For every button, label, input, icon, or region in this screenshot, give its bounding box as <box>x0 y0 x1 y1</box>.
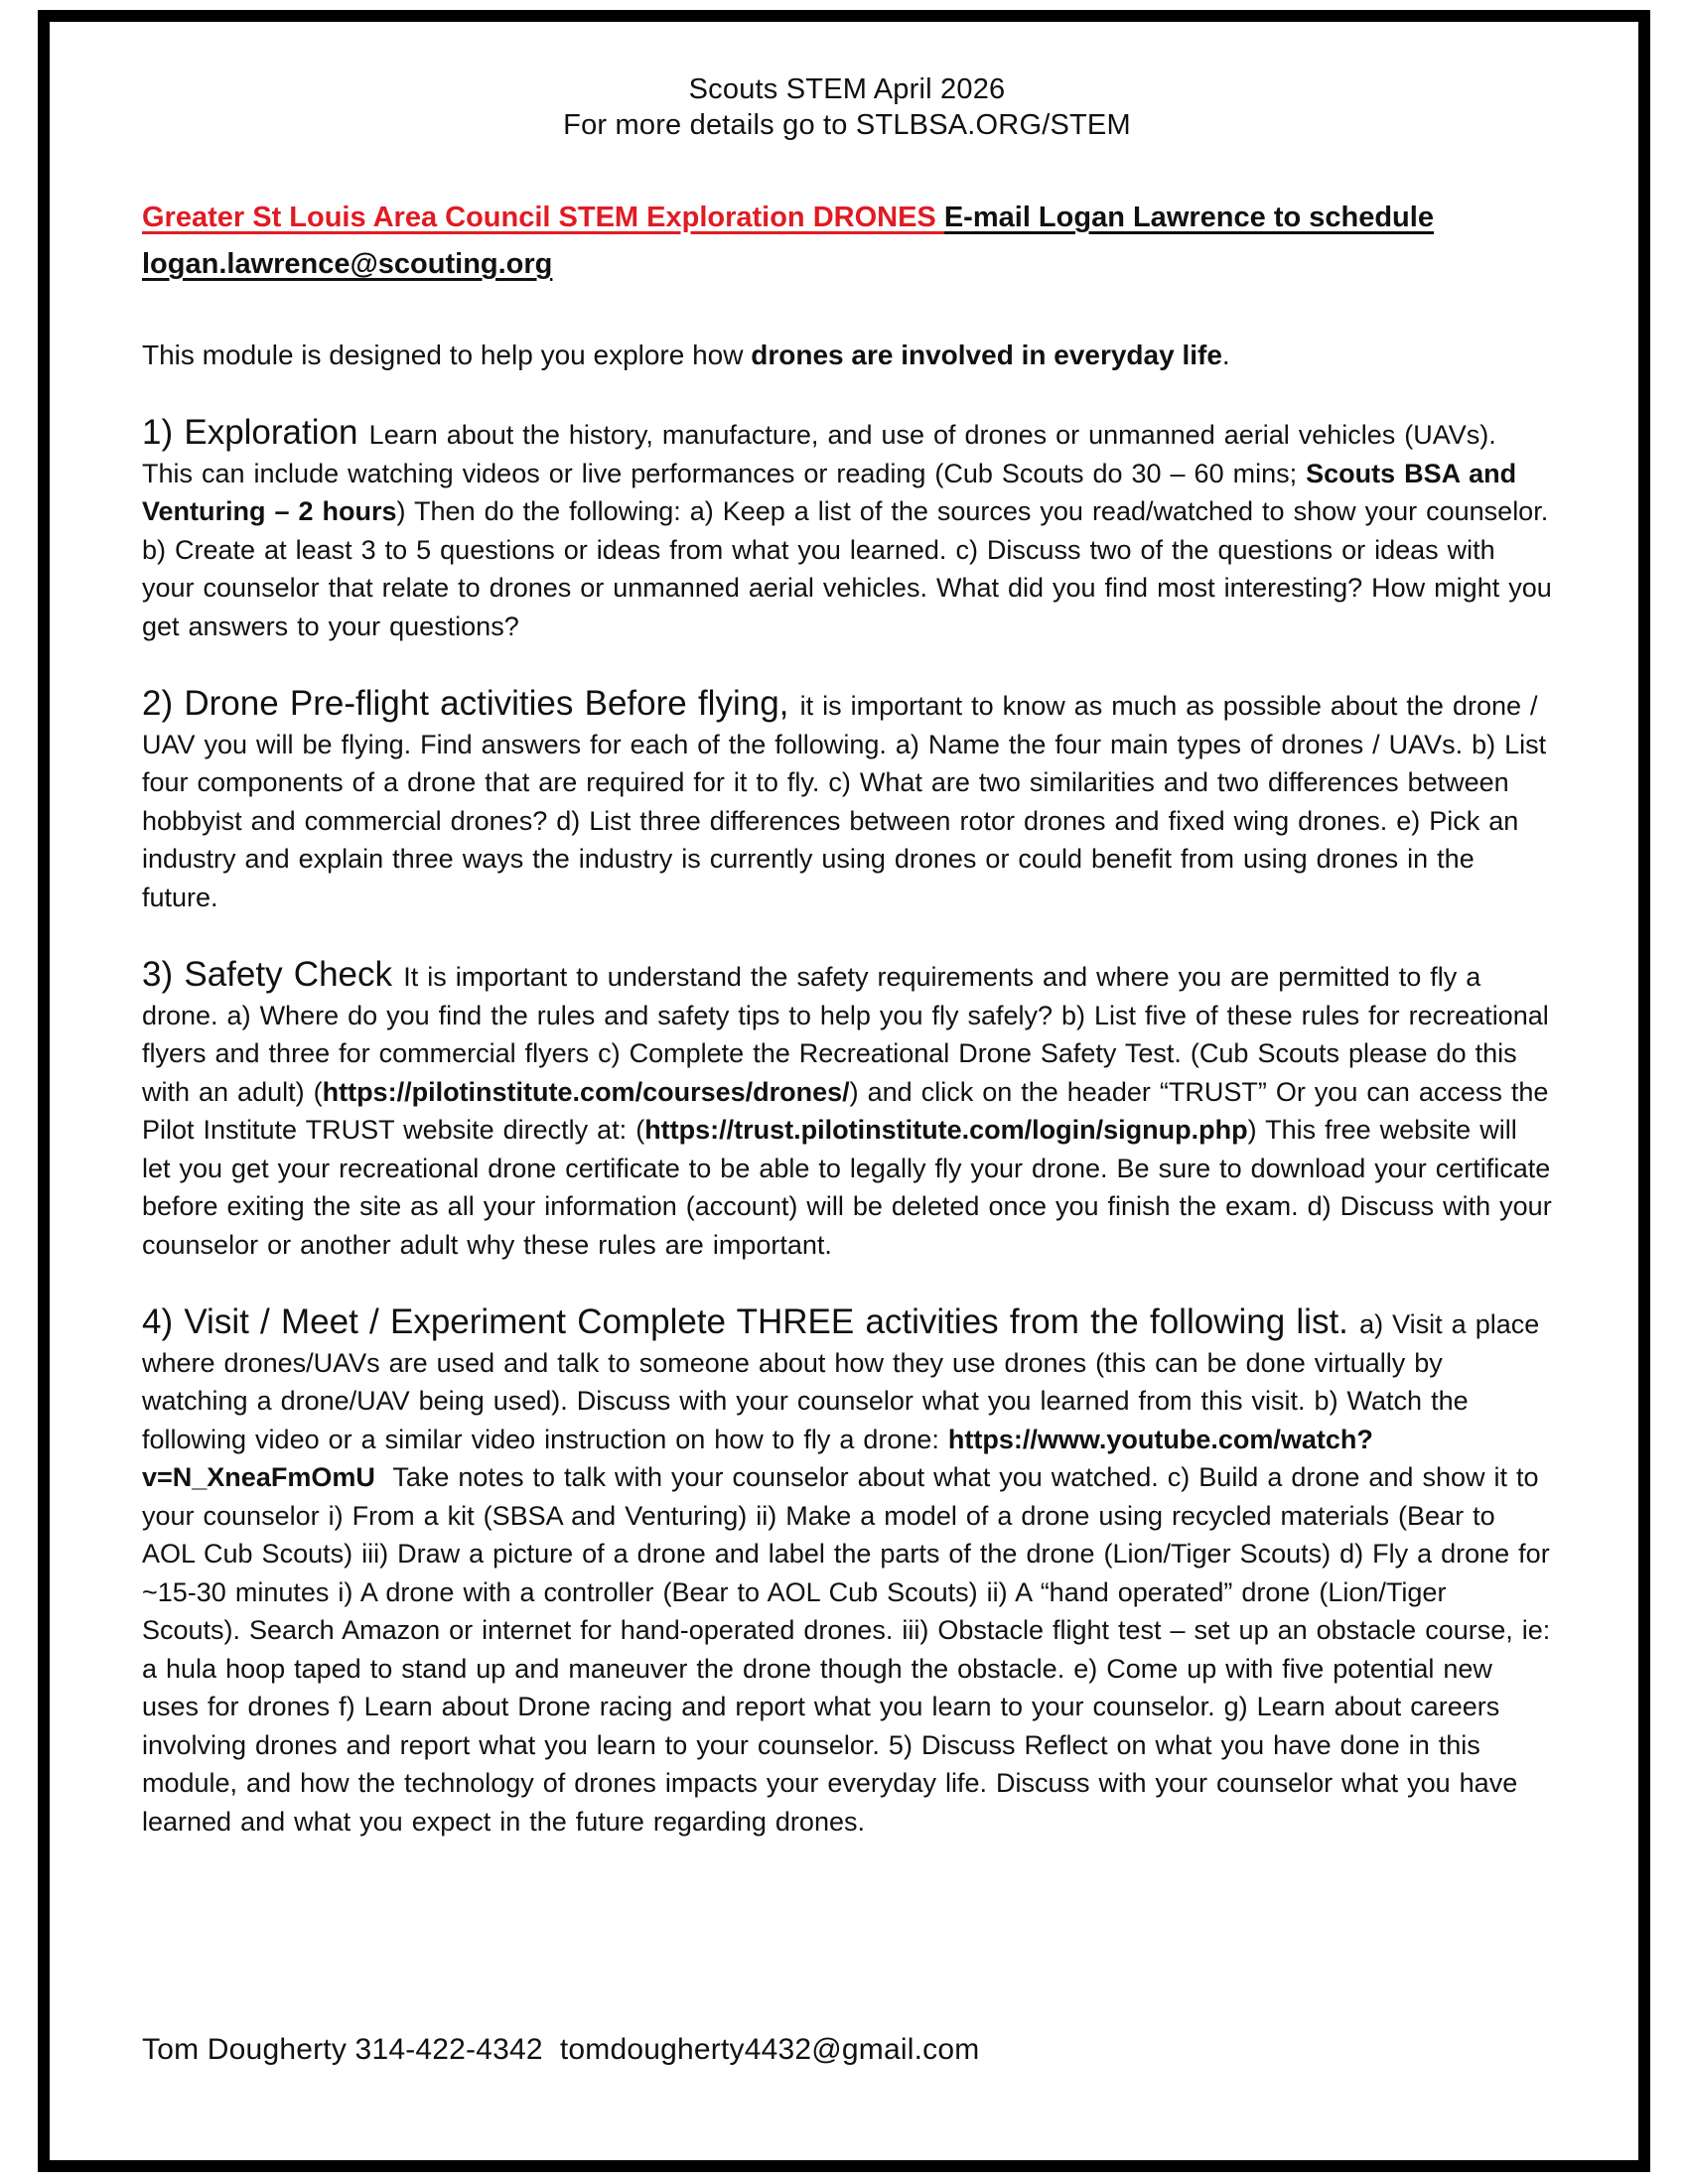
footer-contact: Tom Dougherty 314-422-4342 tomdougherty4432@gmail.com <box>142 2033 980 2066</box>
url-trust-signup: https://trust.pilotinstitute.com/login/signup.php <box>644 1115 1248 1145</box>
section-3-text: ) and click on the header “TRUST” Or you can access the Pilot Institute TRUST website directly at: ( <box>142 1076 1549 1145</box>
section-2-text: it is important to know as much as possible about the drone / UAV you will be flying. Find answers for each of the following. a) Name the four main types of drones / UAVs. b) List four components of a drone that are required for it to fly. c) What are two similarities and two differences between hobbyist and commercial drones? d) List three differences between rotor drones and fixed wing drones. e) Pick an industry and explain three ways the industry is currently using drones or could benefit from using drones in the future. <box>142 691 1547 912</box>
section-preflight-paragraph <box>142 685 1552 916</box>
section-3-text: ) This free website will let you get your recreational drone certificate to be able to legally fly your drone. Be sure to download your certificate before exiting the site as all your information (account) will be deleted once you finish the exam. d) Discuss with your counselor or another adult why these rules are important. <box>142 1115 1552 1260</box>
intro-text: This module is designed to help you explore how <box>142 340 752 370</box>
section-3-heading: 3) Safety Check <box>142 955 404 994</box>
title-line-details-url: For more details go to STLBSA.ORG/STEM <box>563 109 1131 141</box>
document-title <box>142 71 1552 143</box>
intro-text: . <box>1221 340 1230 370</box>
section-1-text: ) Then do the following: a) Keep a list of the sources you read/watched to show your counselor. b) Create at least 3 to 5 questions or ideas from what you learned. c) Discuss two of the questions or ideas with your counselor that relate to drones or unmanned aerial vehicles. What did you find most interesting? How might you get answers to your questions? <box>142 496 1552 641</box>
document-content <box>142 71 1552 1841</box>
intro-bold-text: drones are involved in everyday life <box>751 340 1222 370</box>
section-3-text: It is important to understand the safety requirements and where you are permitted to fly a drone. a) Where do you find the rules and safety tips to help you fly safely? b) List five of these rules for recreational flyers and three for commercial flyers c) Complete the Recreational Drone Safety Test. (Cub Scouts please do this with an adult) ( <box>142 962 1549 1107</box>
section-exploration-paragraph <box>142 414 1552 645</box>
section-4-text: Take notes to talk with your counselor about what you watched. c) Build a drone and show it to your counselor i) From a kit (SBSA and Venturing) ii) Make a model of a drone using recycled materials (Bear to AOL Cub Scouts) iii) Draw a picture of a drone and label the parts of the drone (Lion/Tiger Scouts) d) Fly a drone for ~15-30 minutes i) A drone with a controller (Bear to AOL Cub Scouts) ii) A “hand operated” drone (Lion/Tiger Scouts). Search Amazon or internet for hand-operated drones. iii) Obstacle flight test – set up an obstacle course, ie: a hula hoop taped to stand up and maneuver the drone though the obstacle. e) Come up with five potential new uses for drones f) Learn about Drone racing and report what you learn to your counselor. g) Learn about careers involving drones and report what you learn to your counselor. 5) Discuss Reflect on what you have done in this module, and how the technology of drones impacts your everyday life. Discuss with your counselor what you have learned and what you expect in the future regarding drones. <box>142 1462 1551 1837</box>
section-1-heading: 1) Exploration <box>142 413 369 452</box>
title-line-event: Scouts STEM April 2026 <box>688 73 1006 105</box>
council-stem-drones-title: Greater St Louis Area Council STEM Exploration DRONES <box>142 202 944 233</box>
url-youtube-video: https://www.youtube.com/watch?v=N_XneaFmOmU <box>142 1424 1373 1492</box>
contact-heading <box>142 195 1552 288</box>
section-visit-meet-experiment-paragraph <box>142 1303 1552 1841</box>
bold-time-requirement: Scouts BSA and Venturing – 2 hours <box>142 458 1517 526</box>
section-1-text: Learn about the history, manufacture, and use of drones or unmanned aerial vehicles (UAVs). This can include watching videos or live performances or reading (Cub Scouts do 30 – 60 mins; <box>142 420 1496 488</box>
url-pilotinstitute-courses: https://pilotinstitute.com/courses/drones/ <box>322 1076 850 1107</box>
section-safety-check-paragraph <box>142 956 1552 1264</box>
section-4-text: a) Visit a place where drones/UAVs are used and talk to someone about how they use drones (this can be done virtually by watching a drone/UAV being used). Discuss with your counselor what you learned from this visit. b) Watch the following video or a similar video instruction on how to fly a drone: <box>142 1309 1540 1454</box>
section-2-heading: 2) Drone Pre-flight activities Before flying, <box>142 684 800 723</box>
intro-paragraph <box>142 336 1552 374</box>
section-4-heading: 4) Visit / Meet / Experiment Complete THREE activities from the following list. <box>142 1302 1360 1341</box>
schedule-email-text: E-mail Logan Lawrence to schedule logan.lawrence@scouting.org <box>142 202 1434 280</box>
